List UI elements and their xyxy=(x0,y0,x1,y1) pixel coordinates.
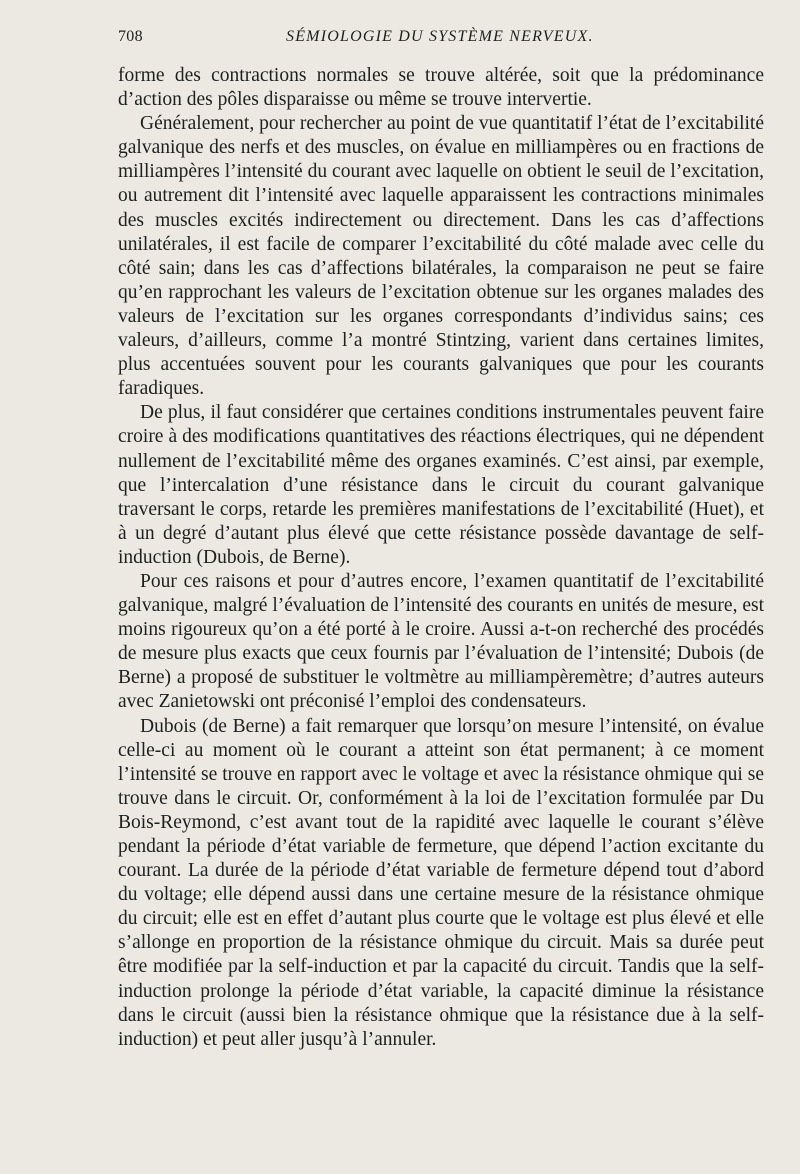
body-text xyxy=(118,64,764,1052)
running-title: SÉMIOLOGIE DU SYSTÈME NERVEUX. xyxy=(286,28,594,45)
paragraph-galvanic-excitability: Généralement, pour rechercher au point de vue quantitatif l’état de l’excitabilité galvanique des nerfs et des muscles, on évalue en milliampères ou en fractions de milliampères l’intensité du courant avec laquelle on obtient le seuil de l’excitation, ou autrement dit l’intensité avec laquelle apparaissent les contractions minimales des muscles excités indirectement ou directement. Dans les cas d’affections unilatérales, il est facile de comparer l’excitabilité du côté malade avec celle du côté sain; dans les cas d’affections bilatérales, la comparaison ne peut se faire qu’en rapprochant les valeurs de l’excitation obtenue sur les organes malades des valeurs de l’excitation sur les organes correspondants d’individus sains; ces valeurs, d’ailleurs, comme l’a montré Stintzing, varient dans certaines limites, plus accentuées souvent pour les courants galvaniques que pour les courants faradiques. xyxy=(118,113,764,400)
paragraph-instrumental-conditions: De plus, il faut considérer que certaines conditions instrumentales peuvent faire croire à des modifications quantitatives des réactions électriques, qui ne dépendent nullement de l’excitabilité même des organes examinés. C’est ainsi, par exemple, que l’intercalation d’une résistance dans le circuit du courant galvanique traversant le corps, retarde les premières manifestations de l’excitabilité (Huet), et à un degré d’autant plus élevé que cette résistance possède davantage de self-induction (Dubois, de Berne). xyxy=(118,402,764,568)
paragraph-continuation: forme des contractions normales se trouve altérée, soit que la prédominance d’action des pôles disparaisse ou même se trouve intervertie. xyxy=(118,65,764,111)
paragraph-quantitative-exam: Pour ces raisons et pour d’autres encore, l’examen quantitatif de l’excitabilité galvanique, malgré l’évaluation de l’intensité des courants en unités de mesure, est moins rigoureux qu’on a été porté à le croire. Aussi a-t-on recherché des procédés de mesure plus exacts que ceux fournis par l’évaluation de l’intensité; Dubois (de Berne) a proposé de substituer le voltmètre au milliampèremètre; d’autres auteurs avec Zanietowski ont préconisé l’emploi des condensateurs. xyxy=(118,570,764,713)
page-header xyxy=(118,24,764,52)
page-number: 708 xyxy=(118,28,143,45)
paragraph-dubois-observation: Dubois (de Berne) a fait remarquer que lorsqu’on mesure l’intensité, on évalue celle-ci au moment où le courant a atteint son état permanent; à ce moment l’intensité se trouve en rapport avec le voltage et avec la résistance ohmique qui se trouve dans le circuit. Or, conformément à la loi de l’excitation formulée par Du Bois-Reymond, c’est avant tout de la rapidité avec laquelle le courant s’élève pendant la période d’état variable de fermeture, que dépend l’action excitante du courant. La durée de la période d’état variable de fermeture dépend tout d’abord du voltage; elle dépend aussi dans une certaine mesure de la résistance ohmique du circuit; elle est en effet d’autant plus courte que le voltage est plus élevé et elle s’allonge en proportion de la résistance ohmique du circuit. Mais sa durée peut être modifiée par la self-induction et par la capacité du circuit. Tandis que la self-induction prolonge la période d’état variable, la capacité diminue la résistance dans le circuit (aussi bien la résistance ohmique que la résistance due à la self-induction) et peut aller jusqu’à l’annuler. xyxy=(118,715,764,1050)
